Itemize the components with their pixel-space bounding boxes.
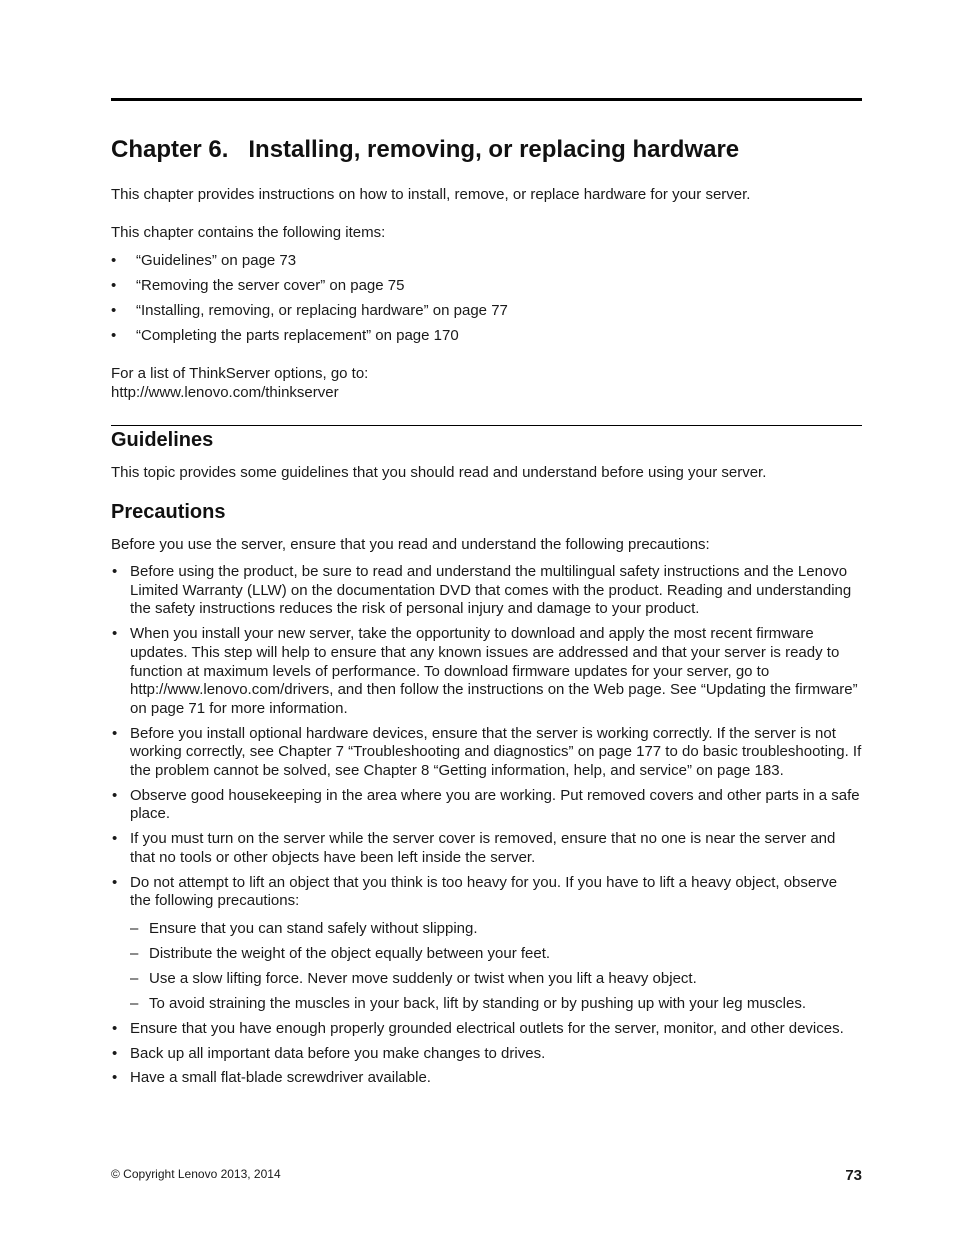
- lift-precautions-sublist: [130, 920, 862, 1014]
- chapter-title: Chapter 6. Installing, removing, or replacing hardware: [111, 136, 740, 163]
- bullet-glyph: •: [112, 1069, 118, 1087]
- guidelines-heading: Guidelines: [111, 429, 214, 451]
- options-url-link[interactable]: http://www.lenovo.com/thinkserver: [111, 384, 339, 401]
- chapter-contains-label: This chapter contains the following items:: [111, 224, 386, 241]
- bullet-glyph: •: [111, 327, 117, 344]
- precaution-item: [111, 725, 862, 781]
- chapter-item-link[interactable]: “Completing the parts replacement” on page 170: [136, 327, 459, 344]
- guidelines-text: This topic provides some guidelines that you should read and understand before using your server.: [111, 464, 767, 481]
- precaution-item: [111, 1020, 862, 1039]
- precaution-item: [111, 1045, 862, 1064]
- bullet-glyph: •: [112, 786, 118, 804]
- precaution-item: [111, 787, 862, 824]
- precaution-item: [111, 563, 862, 619]
- precaution-item: [111, 830, 862, 867]
- precaution-text: Have a small flat-blade screwdriver available.: [130, 1069, 431, 1087]
- bullet-glyph: •: [112, 1019, 118, 1037]
- dash-glyph: –: [130, 944, 139, 962]
- lift-precaution-text: Use a slow lifting force. Never move suddenly or twist when you lift a heavy object.: [149, 969, 697, 987]
- bullet-glyph: •: [112, 625, 118, 643]
- precaution-text: Observe good housekeeping in the area where you are working. Put removed covers and other parts in a safe place.: [130, 786, 860, 823]
- precaution-text: Do not attempt to lift an object that you think is too heavy for you. If you have to lift a heavy object, observe the following precautions:: [130, 873, 838, 910]
- lift-precaution-item: [130, 945, 862, 964]
- lift-precaution-text: To avoid straining the muscles in your back, lift by standing or by pushing up with your leg muscles.: [149, 994, 806, 1012]
- lift-precaution-item: [130, 970, 862, 989]
- bullet-glyph: •: [111, 302, 117, 319]
- chapter-item-link[interactable]: “Installing, removing, or replacing hardware” on page 77: [136, 302, 508, 319]
- options-text: For a list of ThinkServer options, go to:: [111, 365, 369, 382]
- chapter-item[interactable]: [111, 326, 508, 351]
- lift-precaution-item: [130, 995, 862, 1014]
- chapter-item[interactable]: [111, 276, 508, 301]
- bullet-glyph: •: [112, 563, 118, 580]
- bullet-glyph: •: [112, 1044, 118, 1062]
- section-rule: [111, 425, 862, 426]
- lift-precaution-item: [130, 920, 862, 939]
- precaution-text: Ensure that you have enough properly grounded electrical outlets for the server, monitor, and other devices.: [130, 1019, 844, 1037]
- precautions-intro: Before you use the server, ensure that you read and understand the following precautions:: [111, 536, 710, 553]
- precaution-item: [111, 1069, 862, 1088]
- chapter-item[interactable]: [111, 251, 508, 276]
- footer-page-number: 73: [845, 1167, 862, 1184]
- dash-glyph: –: [130, 969, 139, 987]
- bullet-glyph: •: [112, 724, 118, 742]
- bullet-glyph: •: [112, 873, 118, 891]
- bullet-glyph: •: [111, 277, 117, 294]
- chapter-item-link[interactable]: “Removing the server cover” on page 75: [136, 277, 405, 294]
- dash-glyph: –: [130, 919, 139, 937]
- precautions-list: [111, 563, 862, 1094]
- lift-precaution-text: Ensure that you can stand safely without slipping.: [149, 919, 478, 937]
- dash-glyph: –: [130, 994, 139, 1012]
- lift-precaution-text: Distribute the weight of the object equally between your feet.: [149, 944, 551, 962]
- precautions-heading: Precautions: [111, 501, 226, 523]
- precaution-item: [111, 874, 862, 1014]
- chapter-items-list: [111, 251, 508, 351]
- chapter-item-link[interactable]: “Guidelines” on page 73: [136, 252, 297, 269]
- chapter-top-rule: [111, 98, 862, 101]
- precaution-text: Back up all important data before you make changes to drives.: [130, 1044, 546, 1062]
- precaution-text: Before using the product, be sure to read and understand the multilingual safety instructions and the Lenovo Limited Warranty (LLW) on the documentation DVD that comes with the product. Reading and understanding the safety instructions reduces the risk of personal injury and damage to your product.: [130, 563, 852, 618]
- precaution-item: [111, 625, 862, 719]
- bullet-glyph: •: [112, 830, 118, 848]
- precaution-text: If you must turn on the server while the server cover is removed, ensure that no one is near the server and that no tools or other objects have been left inside the server.: [130, 830, 836, 866]
- precaution-text: When you install your new server, take the opportunity to download and apply the most recent firmware updates. This step will help to ensure that any known issues are addressed and that your server is ready to function at maximum levels of performance. To download firmware updates for your server, go to http://www.lenovo.com/drivers, and then follow the instructions on the Web page. See “Updating the firmware” on page 71 for more information.: [130, 625, 858, 717]
- chapter-intro: This chapter provides instructions on how to install, remove, or replace hardware for your server.: [111, 186, 751, 203]
- footer-copyright: © Copyright Lenovo 2013, 2014: [111, 1167, 281, 1181]
- bullet-glyph: •: [111, 252, 117, 269]
- precaution-text: Before you install optional hardware devices, ensure that the server is working correctly. If the server is not working correctly, see Chapter 7 “Troubleshooting and diagnostics” on page 177 to do basic troubleshooting. If the problem cannot be solved, see Chapter 8 “Getting information, help, and service” on page 183.: [130, 724, 862, 780]
- chapter-item[interactable]: [111, 301, 508, 326]
